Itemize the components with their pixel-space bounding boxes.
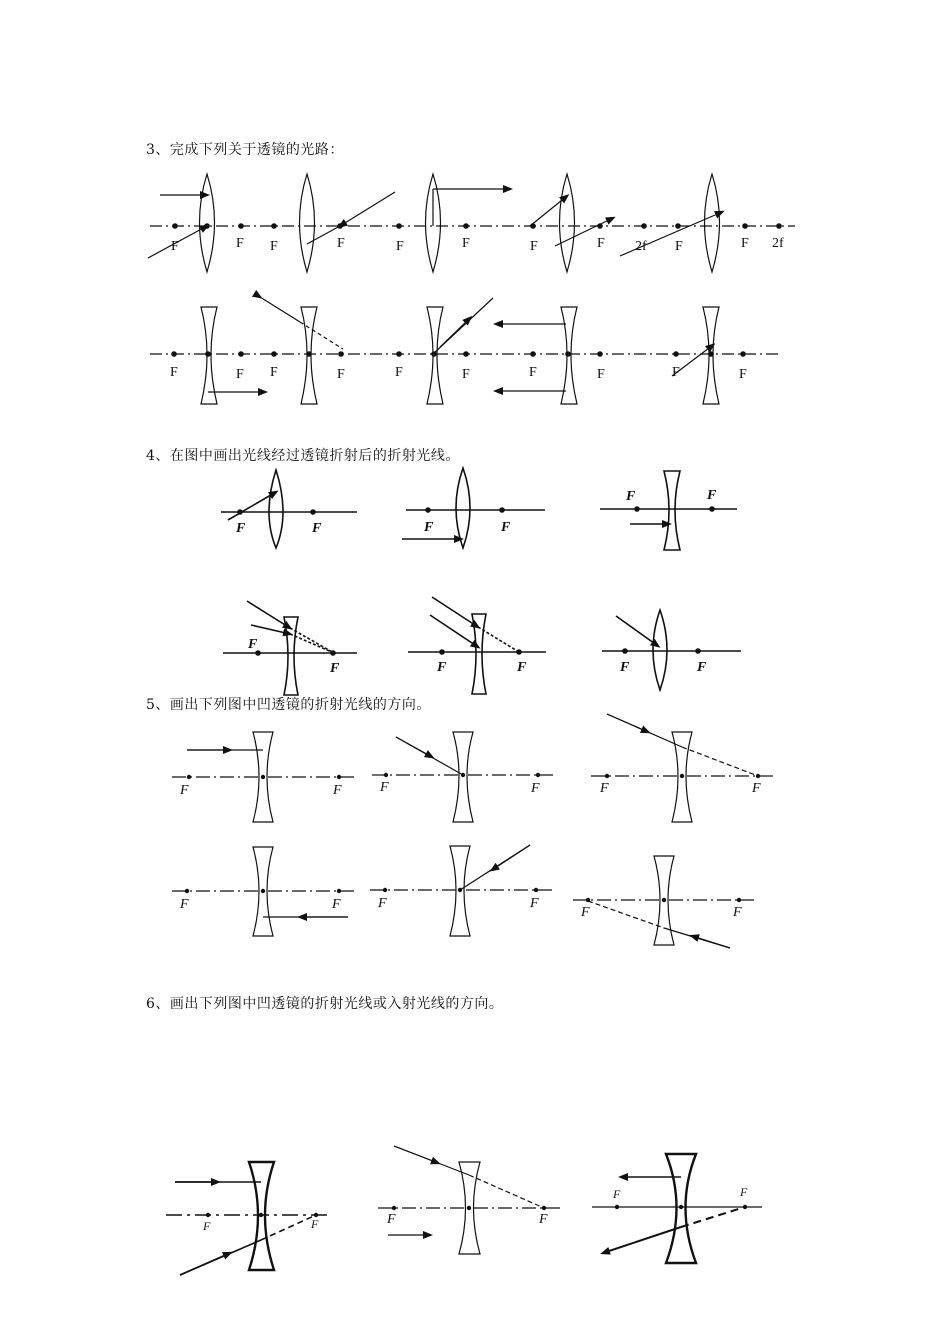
label-f: F (462, 367, 470, 382)
label-f: F (741, 236, 749, 251)
question-5-title: 5、画出下列图中凹透镜的折射光线的方向。 (146, 697, 431, 713)
label-2f: 2f (772, 236, 784, 251)
label-f: F (697, 660, 707, 675)
label-f: F (613, 1187, 621, 1201)
label-f: F (740, 1185, 748, 1199)
label-f: F (531, 781, 540, 796)
label-f: F (380, 780, 389, 795)
q6-diagrams (166, 1146, 762, 1275)
label-f: F (620, 660, 630, 675)
label-f: F (337, 236, 345, 251)
label-f: F (626, 489, 636, 504)
label-f: F (600, 781, 609, 796)
focal-point-dots (171, 223, 782, 1217)
q4-diagrams (221, 468, 741, 695)
label-f: F (675, 239, 683, 254)
q3-concave-row (150, 297, 780, 404)
label-f: F (236, 367, 244, 382)
label-f: F (517, 660, 527, 675)
label-f: F (203, 1219, 211, 1233)
label-f: F (270, 365, 278, 380)
label-f: F (672, 365, 680, 380)
label-f: F (530, 239, 538, 254)
q5-diagrams (172, 714, 773, 948)
question-4-title: 4、在图中画出光线经过透镜折射后的折射光线。 (146, 448, 460, 464)
label-f: F (739, 367, 747, 382)
label-f: F (312, 521, 322, 536)
label-f: F (501, 520, 511, 535)
label-f: F (581, 905, 590, 920)
label-f: F (180, 783, 189, 798)
label-f: F (337, 367, 345, 382)
label-f: F (270, 239, 278, 254)
label-f: F (378, 896, 387, 911)
label-f: F (530, 896, 539, 911)
label-f: F (248, 637, 258, 652)
question-3-title: 3、完成下列关于透镜的光路： (146, 142, 344, 158)
label-f: F (597, 236, 605, 251)
q3-convex-row (148, 174, 795, 272)
label-f: F (236, 236, 244, 251)
label-f: F (529, 365, 537, 380)
label-f: F (332, 897, 341, 912)
question-6-title: 6、画出下列图中凹透镜的折射光线或入射光线的方向。 (146, 996, 504, 1012)
label-f: F (236, 521, 246, 536)
label-f: F (462, 236, 470, 251)
label-f: F (311, 1217, 319, 1231)
label-f: F (395, 365, 403, 380)
label-f: F (180, 897, 189, 912)
label-f: F (437, 660, 447, 675)
label-f: F (539, 1212, 548, 1227)
label-f: F (424, 520, 434, 535)
label-f: F (170, 365, 178, 380)
label-f: F (333, 783, 342, 798)
label-f: F (330, 661, 340, 676)
label-f: F (171, 239, 179, 254)
label-2f: 2f (635, 239, 647, 254)
label-f: F (387, 1212, 396, 1227)
label-f: F (597, 367, 605, 382)
label-f: F (752, 781, 761, 796)
label-f: F (707, 488, 717, 503)
label-f: F (396, 239, 404, 254)
label-f: F (733, 905, 742, 920)
